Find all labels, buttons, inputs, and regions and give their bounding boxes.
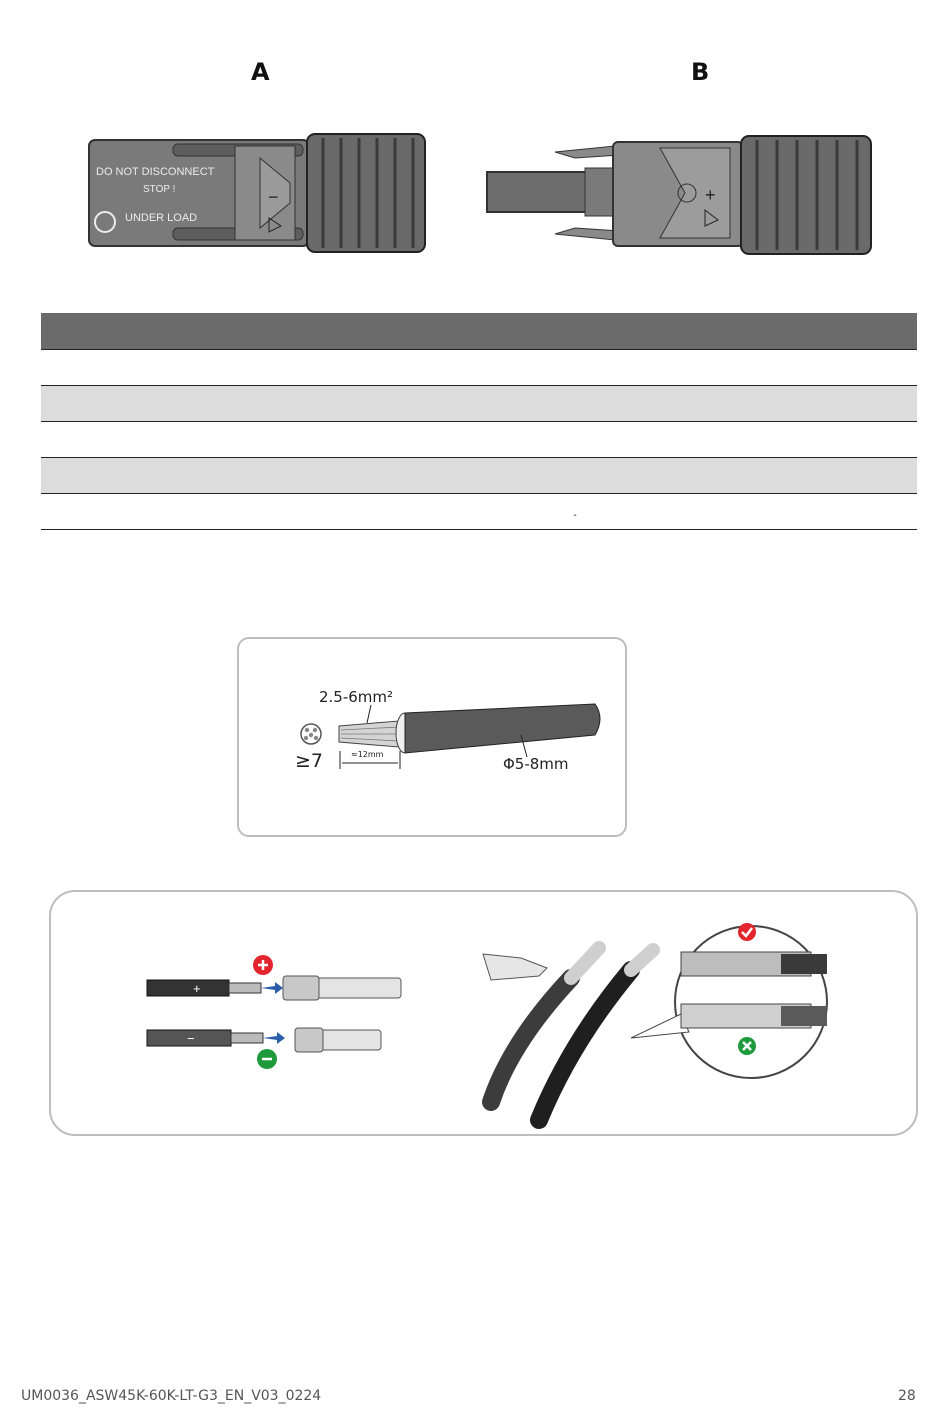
- table-dash-mark: -: [573, 510, 577, 521]
- connector-a-warning-line3: UNDER LOAD: [125, 212, 198, 224]
- table-header-row: [41, 313, 917, 350]
- connector-a-illustration: [85, 128, 435, 258]
- page-number: 28: [898, 1388, 916, 1404]
- cable-strip-figure: [237, 637, 627, 837]
- table-row: [41, 422, 917, 458]
- table-row: [41, 494, 917, 530]
- correct-check-icon: [738, 923, 756, 941]
- cable-plus-label: +: [193, 981, 201, 996]
- magnified-detail: [675, 926, 827, 1078]
- cross-section-label: 2.5-6mm²: [319, 688, 394, 706]
- strip-length-label: ≈12mm: [351, 750, 384, 759]
- connector-b-polarity: +: [705, 185, 716, 205]
- cable-minus-label: −: [187, 1031, 195, 1046]
- figure-label-a: A: [251, 58, 270, 86]
- connector-a-warning-line1: DO NOT DISCONNECT: [96, 166, 215, 178]
- cable-spec-table: [41, 313, 917, 530]
- footer-doc-id: UM0036_ASW45K-60K-LT-G3_EN_V03_0224: [21, 1388, 322, 1404]
- strand-count-label: ≥7: [295, 750, 324, 772]
- figure-label-b: B: [691, 58, 710, 86]
- connector-a-polarity: −: [268, 187, 279, 207]
- crimp-figure: [49, 890, 918, 1136]
- arrow-right-icon: [261, 982, 283, 994]
- table-row: [41, 350, 917, 386]
- arrow-right-icon: [263, 1032, 285, 1044]
- connector-b-illustration: [485, 128, 875, 258]
- diameter-label: Φ5-8mm: [503, 755, 569, 773]
- table-row: [41, 458, 917, 494]
- connector-a-warning-line2: STOP !: [143, 184, 176, 195]
- crimping-tool-icon: [483, 954, 547, 980]
- table-row: [41, 386, 917, 422]
